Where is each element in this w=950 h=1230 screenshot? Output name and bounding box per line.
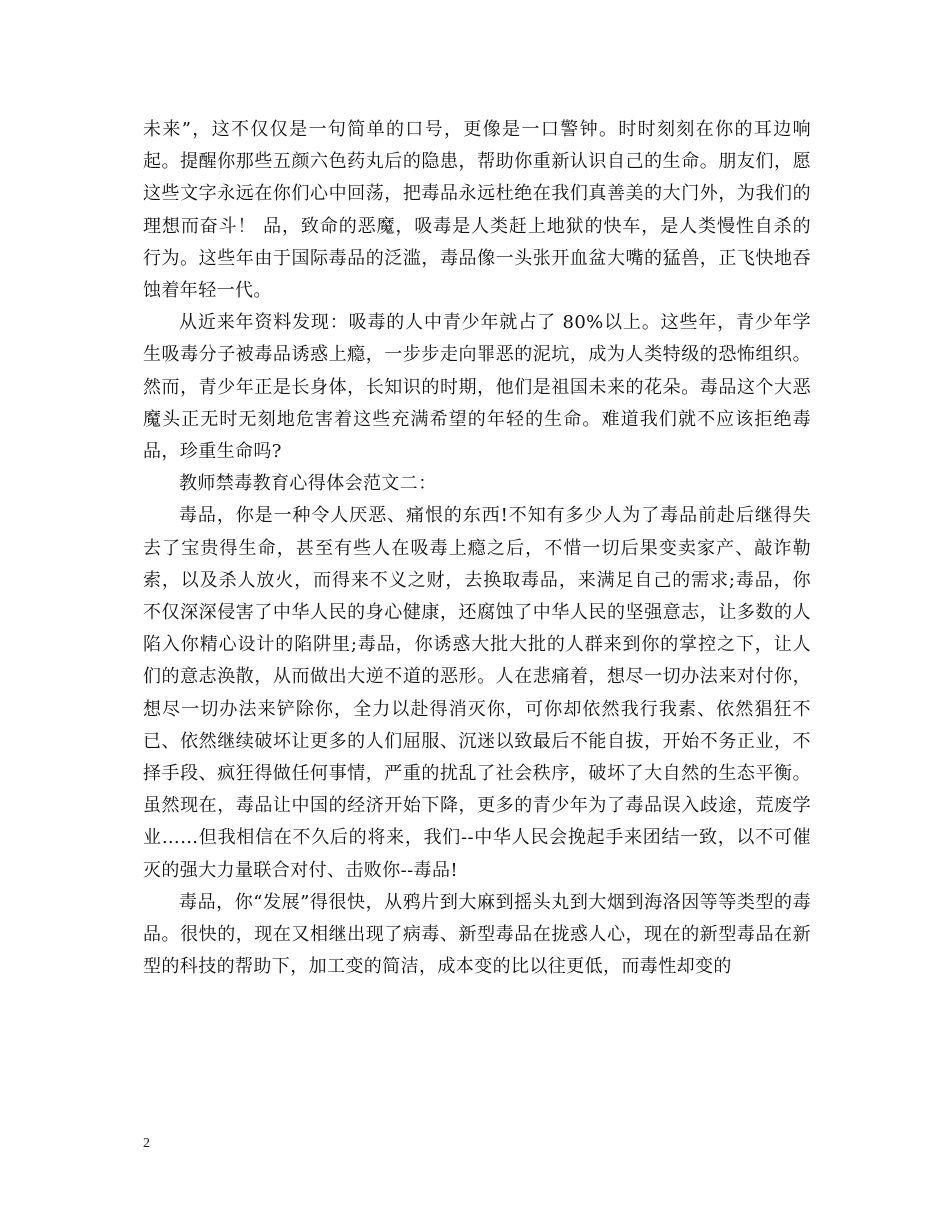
paragraph: 毒品，你“发展”得很快，从鸦片到大麻到摇头丸到大烟到海洛因等等类型的毒品。很快的，现在又相继出现了病毒、新型毒品在拢惑人心，现在的新型毒品在新型的科技的帮助下，加工变的简洁，成本变的比以往更低，而毒性却变的 [143, 891, 811, 978]
paragraph: 毒品，你是一种令人厌恶、痛恨的东西!不知有多少人为了毒品前赴后继得失去了宝贵得生命，甚至有些人在吸毒上瘾之后，不惜一切后果变卖家产、敲诈勒索，以及杀人放火，而得来不义之财，去换取毒品，来满足自己的需求;毒品，你不仅深深侵害了中华人民的身心健康，还腐蚀了中华人民的坚强意志，让多数的人陷入你精心设计的陷阱里;毒品，你诱惑大批大批的人群来到你的掌控之下，让人们的意志涣散，从而做出大逆不道的恶形。人在悲痛着，想尽一切办法来对付你，想尽一切办法来铲除你，全力以赴得消灭你，可你却依然我行我素、依然猖狂不已、依然继续破坏让更多的人们屈服、沉迷以致最后不能自拔，开始不务正业，不择手段、疯狂得做任何事情，严重的扰乱了社会秩序，破坏了大自然的生态平衡。虽然现在，毒品让中国的经济开始下降，更多的青少年为了毒品误入歧途，荒废学业……但我相信在不久后的将来，我们--中华人民会挽起手来团结一致，以不可催灭的强大力量联合对付、击败你--毒品! [143, 505, 811, 881]
paragraph: 从近来年资料发现：吸毒的人中青少年就占了 80%以上。这些年，青少年学生吸毒分子被毒品诱惑上瘾，一步步走向罪恶的泥坑，成为人类特级的恐怖组织。然而，青少年正是长身体，长知识的时期，他们是祖国未来的花朵。毒品这个大恶魔头正无时无刻地危害着这些充满希望的年轻的生命。难道我们就不应该拒绝毒品，珍重生命吗? [143, 312, 811, 463]
document-body [143, 114, 811, 983]
page-number: 2 [143, 1136, 150, 1151]
paragraph: 未来”，这不仅仅是一句简单的口号，更像是一口警钟。时时刻刻在你的耳边响起。提醒你那些五颜六色药丸后的隐患，帮助你重新认识自己的生命。朋友们，愿这些文字永远在你们心中回荡，把毒品永远杜绝在我们真善美的大门外，为我们的理想而奋斗！ 品，致命的恶魔，吸毒是人类赶上地狱的快车，是人类慢性自杀的行为。这些年由于国际毒品的泛滥，毒品像一头张开血盆大嘴的猛兽，正飞快地吞蚀着年轻一代。 [143, 119, 811, 302]
section-heading: 教师禁毒教育心得体会范文二： [179, 473, 437, 495]
